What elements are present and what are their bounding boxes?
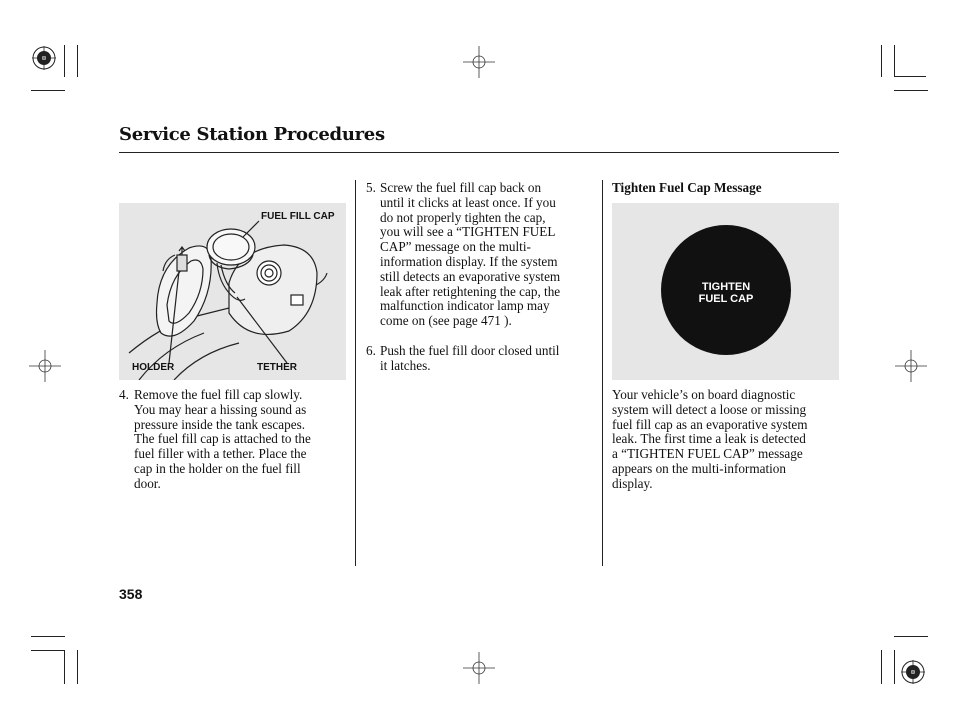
tether-label: TETHER [257, 362, 297, 373]
step-line: Remove the fuel fill cap slowly. [134, 387, 303, 402]
crosshair-bottom-icon [463, 652, 495, 684]
crosshair-left-icon [29, 350, 61, 382]
body-line: leak. The first time a leak is detected [612, 431, 806, 447]
body-line: display. [612, 475, 653, 491]
column-divider-right [602, 180, 603, 566]
step-4 [119, 388, 349, 492]
step-line: it latches. [380, 357, 431, 373]
step-line: pressure inside the tank escapes. [134, 416, 306, 432]
crosshair-right-icon [895, 350, 927, 382]
step-line: You may hear a hissing sound as [134, 401, 307, 417]
step-line: Screw the fuel fill cap back on [380, 180, 542, 195]
step-line: leak after retightening the cap, the [380, 283, 561, 299]
tighten-fuel-cap-heading: Tighten Fuel Cap Message [612, 180, 762, 195]
step-number: 4. [119, 387, 129, 402]
step-line: Push the fuel fill door closed until [380, 343, 560, 358]
page-number: 358 [119, 586, 143, 602]
step-line: still detects an evaporative system [380, 268, 561, 284]
body-line: appears on the multi-information [612, 460, 786, 476]
display-line: TIGHTEN [701, 281, 751, 293]
fuel-door-drawing-icon [119, 203, 346, 380]
page-title: Service Station Procedures [119, 124, 385, 145]
step-line: information display. If the system [380, 253, 558, 269]
starburst-top-left-icon [32, 46, 56, 70]
step-6 [366, 344, 598, 374]
body-line: a “TIGHTEN FUEL CAP” message [612, 446, 803, 462]
step-line: malfunction indicator lamp may [380, 298, 550, 314]
step-line: come on (see page 471 ). [380, 313, 512, 329]
body-line: Your vehicle’s on board diagnostic [612, 387, 796, 402]
multi-information-display [661, 225, 791, 355]
step-line: door. [134, 475, 161, 491]
fuel-fill-cap-label: FUEL FILL CAP [261, 211, 335, 222]
starburst-bottom-right-icon [901, 660, 925, 684]
step-line: until it clicks at least once. If you [380, 194, 556, 210]
step-line: cap in the holder on the fuel fill [134, 460, 301, 476]
step-number: 6. [366, 343, 376, 358]
step-5 [366, 181, 598, 329]
step-line: fuel filler with a tether. Place the [134, 446, 307, 462]
step-line: CAP” message on the multi- [380, 239, 531, 255]
holder-label: HOLDER [132, 362, 175, 373]
display-line: FUEL CAP [698, 293, 754, 305]
header-rule [119, 152, 839, 153]
tighten-body [612, 388, 844, 492]
crosshair-top-icon [463, 46, 495, 78]
body-line: system will detect a loose or missing [612, 401, 807, 417]
display-message [661, 281, 791, 305]
column-divider-left [355, 180, 356, 566]
step-line: do not properly tighten the cap, [380, 209, 546, 225]
step-line: you will see a “TIGHTEN FUEL [380, 224, 556, 240]
body-line: fuel fill cap as an evaporative system [612, 416, 808, 432]
step-line: The fuel fill cap is attached to the [134, 431, 311, 447]
step-number: 5. [366, 180, 376, 195]
fuel-cap-illustration [119, 203, 346, 380]
